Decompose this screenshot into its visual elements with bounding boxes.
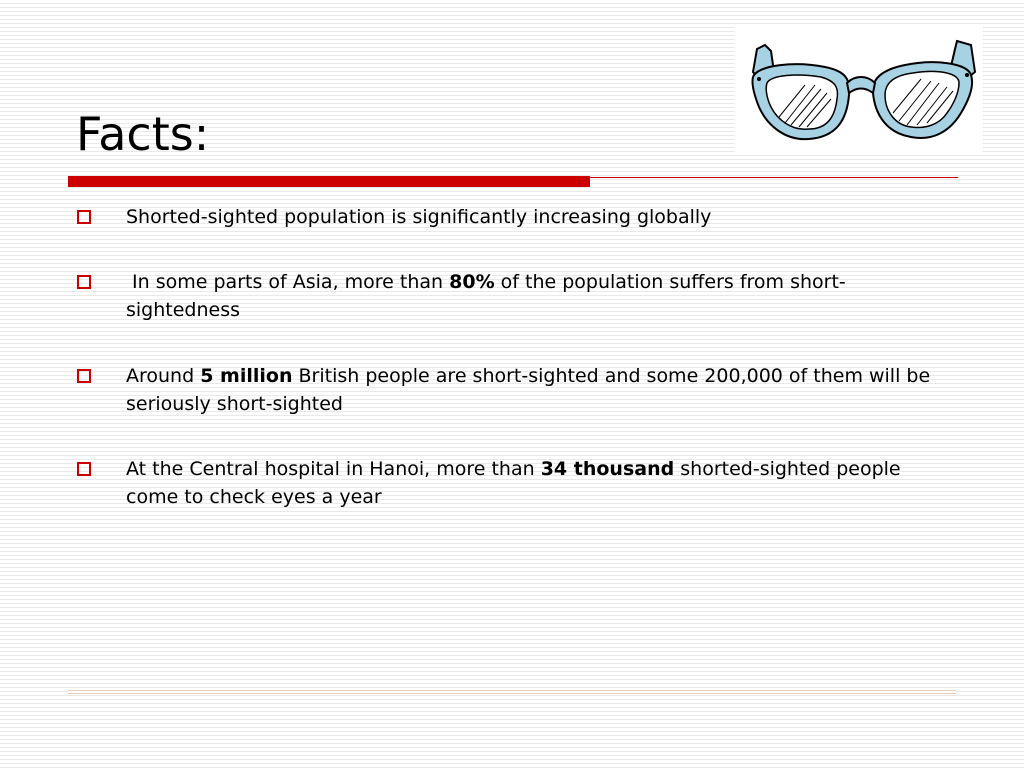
glasses-image (735, 27, 983, 152)
title-divider-thin (590, 177, 958, 178)
bullet-text-part: Shorted-sighted population is significantly increasing globally (126, 206, 712, 228)
bullet-text-part: British people are short-sighted and some 200,000 of them will be seriously short-sighted (126, 365, 937, 415)
bullet-text (126, 203, 946, 231)
bullet-text-part: shorted-sighted people come to check eyes a year (126, 458, 907, 508)
bullet-text (126, 362, 946, 418)
bullet-item (70, 203, 946, 231)
bullet-emphasis: 5 million (200, 365, 293, 387)
hollow-square-icon (77, 462, 91, 476)
title-divider-thick (68, 176, 590, 187)
bullet-item (70, 362, 946, 418)
hollow-square-icon (77, 275, 91, 289)
bullet-emphasis: 80% (449, 271, 495, 293)
bullet-emphasis: 34 thousand (540, 458, 675, 480)
hollow-square-icon (77, 210, 91, 224)
bullet-text-part: In some parts of Asia, more than (126, 271, 450, 293)
bullet-item (70, 268, 946, 324)
glasses-icon (735, 27, 983, 152)
hollow-square-icon (77, 369, 91, 383)
footer-divider (68, 690, 956, 694)
bullet-item (70, 455, 946, 511)
slide-title: Facts: (76, 107, 210, 161)
bullet-text-part: Around (126, 365, 201, 387)
bullet-text (126, 455, 946, 511)
bullet-text-part: of the population suffers from short-sightedness (126, 271, 846, 321)
bullet-text-part: At the Central hospital in Hanoi, more than (126, 458, 541, 480)
bullet-text (126, 268, 946, 324)
